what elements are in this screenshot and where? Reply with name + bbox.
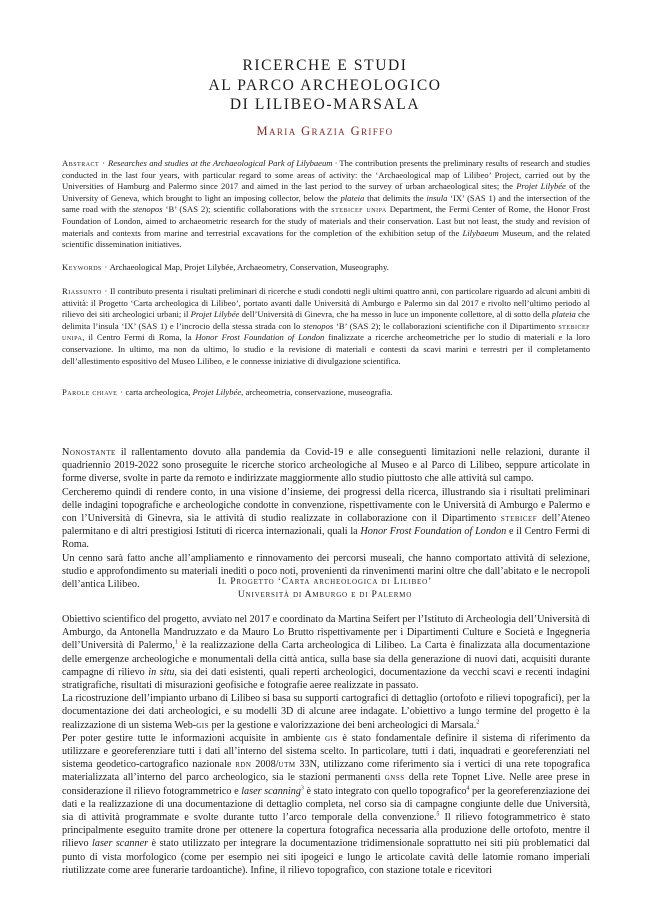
intro-smallcaps: stebicef: [500, 513, 538, 525]
intro-text: dell’Ateneo palermitano e di altri prestigiosi Istituti di ricerca internazionali, quali la: [62, 513, 591, 538]
body-text: La ricostruzione dell’impianto urbano di Lilibeo si basa su supporti cartografici di dettaglio (ortofoto e rilievi topografici), per la documentazione dei dati archeologici, e su modelli 3D di alcune aree indagate. L’obiettivo a lungo termine del progetto è la realizzazione di un sistema Web-: [62, 693, 590, 731]
riassunto-text: che delimita l’insula ‘IX’ (SAS 1) e l’incrocio della stessa strada con lo: [62, 309, 590, 331]
body-paragraph-3: [62, 732, 590, 877]
body-italic: laser scanner: [92, 838, 149, 850]
body-text: è la realizzazione della Carta archeologica di Lilibeo. La Carta è finalizzata alla documentazione delle emergenze archeologiche e monumentali della città antica, sulla base sia della generazione di nuovi dati, acquisiti durante campagne di rilievo: [62, 640, 591, 678]
riassunto-text: ‘B’ (SAS 2); le collaborazioni scientifiche con il Dipartimento: [336, 320, 556, 331]
footnote-ref: 3: [300, 785, 304, 792]
section-heading-line-1: Il Progetto ‘Carta archeologica di Lilibeo’: [217, 576, 432, 587]
riassunto-italic: plateia: [551, 309, 576, 320]
body-text: per la gestione e valorizzazione dei beni archeologici di Marsala.: [211, 719, 477, 731]
intro-paragraph-1: [62, 446, 590, 486]
footnote-ref: 2: [476, 719, 480, 726]
parole-chiave-text: carta archeologica,: [125, 387, 191, 397]
body-smallcaps: gis: [324, 732, 338, 744]
intro-section: [62, 446, 590, 591]
intro-text: e il Centro Fermi di Roma.: [62, 526, 591, 551]
parole-chiave-italic: Projet Lilybée: [192, 387, 242, 397]
abstract-title: Researches and studies at the Archaeological Park of Lilybaeum ·: [107, 158, 338, 168]
body-text: è stato integrato con quello topografico: [306, 785, 467, 797]
riassunto-text: , il Centro Fermi di Roma, la: [82, 332, 192, 343]
parole-chiave: [62, 387, 590, 399]
body-paragraph-1: [62, 613, 590, 692]
intro-paragraph-2: [62, 486, 590, 552]
intro-text: il rallentamento dovuto alla pandemia da Covid-19 e alle conseguenti limitazioni nelle relazioni, durante il quadriennio 2019-2022 sono proseguite le ricerche storico archeologiche al Museo e al Parco di Lilibeo, seppure articolate in forme diverse, svolte in parte da remoto e indirizzate maggiormente allo studio piuttosto che alle attività sul campo.: [62, 447, 590, 485]
body-smallcaps: gis: [196, 719, 209, 731]
section-body: [62, 613, 590, 877]
abstract-text: The contribution presents the preliminary results of research and studies conducted in the last four years, with particular regard to some areas of activity: the ‘Archaeological map of Lilibeo’ Project, carried out by the Universities of Hamburg and Palermo since 2017 and aimed in the last period to the survey of urban archaeological sites; the: [62, 158, 590, 192]
section-heading: [0, 576, 650, 601]
intro-text: Un cenno sarà fatto anche all’ampliamento e rinnovamento dei percorsi museali, che hanno comportato attività di selezione, studio e approfondimento su materiali inediti o poco noti, provenienti da rinvenimenti marini oltre che dall’abitato e le necropoli dell’antica Lilibeo.: [62, 552, 590, 591]
abstract-text: Museum, and the related scientific dissemination initiatives.: [62, 227, 590, 250]
abstract-text: of the University of Geneva, which brought to light an imposing collector, below the: [62, 181, 590, 203]
riassunto-italic: stenopos: [303, 320, 334, 331]
abstract-text: ‘IX’ (SAS 1) and the intersection of the same road with the: [62, 192, 590, 215]
body-text: , sia dei dati esistenti, quali reperti archeologici, documentazione da vecchi scavi e recenti indagini stratigrafiche, risultati di misurazioni geofisiche e fotografie aeree realizzate in passato.: [62, 666, 590, 692]
parole-chiave-text: , archeometria, conservazione, museografia.: [241, 387, 393, 397]
riassunto-italic: Honor Frost Foundation of London: [195, 332, 325, 343]
keywords: [62, 262, 590, 274]
riassunto-text: finalizzate a ricerche archeometriche per lo studio di materiali e la loro conservazione. In ultimo, ma non da ultimo, lo studio e la revisione di materiali e contesti da scavi marini e terrestri per il completamento dell’allestimento espositivo del Museo Lilibeo, e le connesse iniziative di divulgazione scientifica.: [62, 332, 590, 366]
riassunto-smallcaps: stebicef unipa: [62, 320, 590, 343]
body-text: è stato fondamentale definire il sistema di riferimento da utilizzare e georeferenziare tutti i dati all’interno del sistema scelto. In particolare, tutti i dati, inquadrati e georeferenziati nel sistema geodetico-cartografico nazionale: [62, 732, 590, 771]
body-smallcaps: gnss: [384, 772, 405, 784]
abstract-label: Abstract ·: [62, 158, 106, 168]
intro-italic: Honor Frost Foundation of London: [360, 526, 507, 538]
abstract-text: ‘B’ (SAS 2); scientific collaborations with the: [165, 204, 329, 215]
author-name: Maria Grazia Griffo: [256, 124, 394, 138]
footnote-ref: 5: [436, 811, 440, 818]
body-text: 33N, utilizzano come riferimento sia i vertici di una rete topografica materializzata all’interno del parco archeologico, sia le stazioni permanenti: [62, 759, 591, 784]
body-smallcaps: rdn: [235, 759, 252, 771]
title-line-1: RICERCHE E STUDI: [242, 57, 408, 74]
keywords-label: Keywords ·: [62, 262, 108, 272]
body-text: Obiettivo scientifico del progetto, avviato nel 2017 e coordinato da Martina Seifert per l’Istituto di Archeologia dell’Università di Amburgo, da Antonella Mandruzzato e da Mauro Lo Brutto rispettivamente per i Dipartimenti Culture e Società e Ingegneria dell’Università di Palermo,: [62, 614, 590, 652]
abstract-text: Department, the Fermi Center of Rome, the Honor Frost Foundation of London, aimed to archaeometric research for the study of materials and their conservation. Last but not least, the study and revision of materials and contexts from marine and terrestrial excavations for the completion of the exhibition setup of the: [62, 204, 590, 238]
riassunto-label: Riassunto ·: [62, 286, 108, 296]
body-text: Il rilievo fotogrammetrico è stato principalmente eseguito tramite drone per ottenere la copertura fotografica necessaria alla produzione delle ortofoto, mentre il rilievo: [62, 812, 590, 850]
abstract: [62, 158, 590, 251]
body-paragraph-2: [62, 692, 590, 732]
body-text: Per poter gestire tutte le informazioni acquisite in ambiente: [62, 732, 321, 744]
parole-chiave-label: Parole chiave ·: [62, 387, 124, 397]
abstract-smallcaps: stebicef unipa: [331, 204, 387, 215]
abstract-italic: plateia: [340, 192, 365, 203]
body-text: 2008/: [255, 759, 279, 771]
riassunto: [62, 286, 590, 367]
body-smallcaps: utm: [278, 759, 296, 771]
abstract-italic: Lilybaeum: [462, 227, 499, 238]
body-italic: in situ: [148, 666, 175, 678]
body-text: per la georeferenziazione dei dati e la realizzazione di una documentazione di dettaglio completa, nel corso sia di campagne congiunte delle due Università, sia di attività programmate e svolte durante tutto l’arco temporale della convenzione.: [62, 785, 591, 824]
body-text: è stato utilizzato per integrare la documentazione tridimensionale soprattutto nei siti più problematici dal punto di vista morfologico (come per esempio nei siti ipogeici e lungo le articolate cavità delle latomie romano imperiali riutilizzate come aree funerarie tardoantiche). Infine, il rilievo topografico, con stazione totale e ricevitori: [62, 838, 591, 876]
article-title: [0, 56, 650, 115]
riassunto-italic: Projet Lilybée: [190, 309, 240, 320]
abstract-italic: Projet Lilybée: [516, 181, 566, 192]
abstract-italic: insula: [426, 192, 448, 203]
title-line-2: AL PARCO ARCHEOLOGICO: [208, 76, 442, 94]
intro-text: Cercheremo quindi di rendere conto, in una visione d’insieme, dei progressi della ricerca, illustrando sia i risultati preliminari delle indagini topografiche e archeologiche condotte in convenzione, rispettivamente con le Università di Amburgo e Palermo e con l’Università di Ginevra, sia le attività di studio realizzate in collaborazione con il Dipartimento: [62, 486, 590, 525]
body-text: della rete Topnet Live. Nelle aree prese in considerazione il rilievo fotogrammetrico e: [62, 772, 591, 797]
abstract-italic: stenopos: [132, 204, 163, 215]
footnote-ref: 1: [174, 640, 178, 647]
intro-lead: Nonostante: [62, 447, 116, 458]
riassunto-text: dell’Università di Ginevra, che ha messo in luce un imponente collettore, al di sotto della: [241, 309, 550, 320]
abstract-text: that delimits the: [367, 192, 424, 203]
riassunto-text: Il contributo presenta i risultati preliminari di ricerche e studi condotti negli ultimi quattro anni, con particolare riguardo ad alcuni ambiti di attività: il Progetto ‘Carta archeologica di Lilibeo’, portato avanti dalle Università di Amburgo e Palermo sin dal 2017 e rivolto nell’ultimo periodo al rilievo dei siti archeologici urbani; il: [62, 286, 590, 320]
body-italic: laser scanning: [241, 785, 301, 797]
keywords-text: Archaeological Map, Projet Lilybée, Archaeometry, Conservation, Museography.: [109, 262, 389, 272]
title-line-3: DI LILIBEO-MARSALA: [229, 96, 421, 113]
footnote-ref: 4: [466, 785, 470, 792]
section-heading-line-2: Università di Amburgo e di Palermo: [237, 588, 413, 600]
